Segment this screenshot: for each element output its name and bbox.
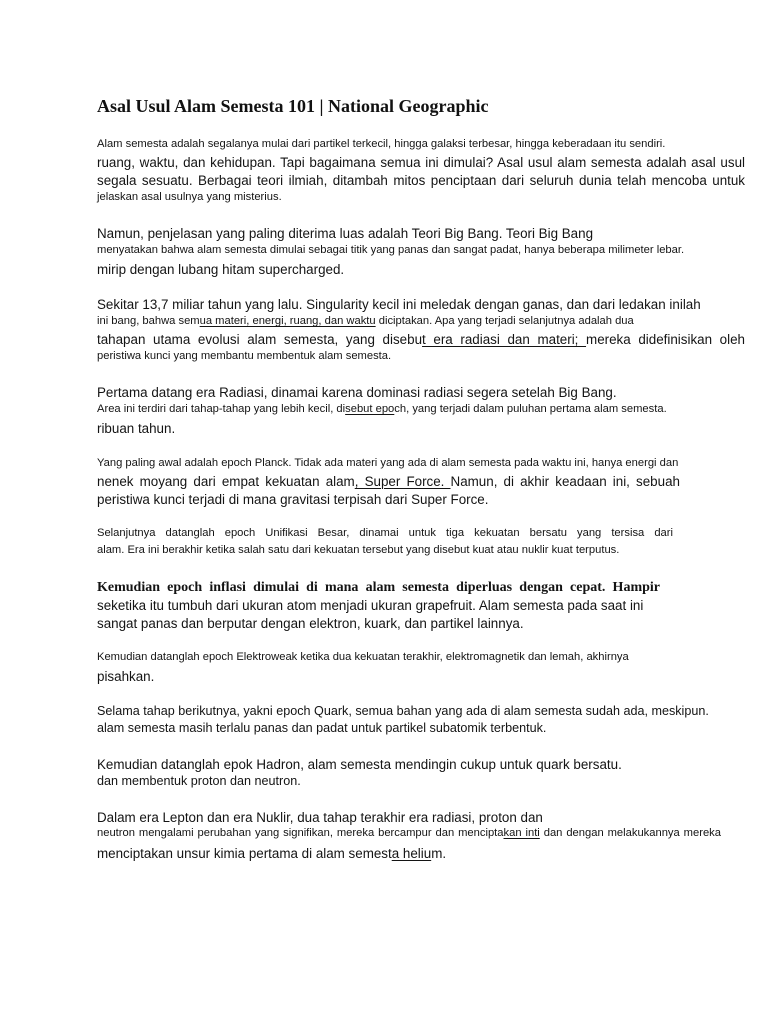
text-line: alam. Era ini berakhir ketika salah satu dari kekuatan tersebut yang disebut kuat atau nuklir kuat terputus.: [97, 544, 620, 556]
text-segment: m.: [431, 846, 447, 861]
text-line: Selama tahap berikutnya, yakni epoch Quark, semua bahan yang ada di alam semesta sudah ada, meskipun.: [97, 704, 709, 718]
text-line: [97, 404, 667, 415]
text-segment: nenek moyang dari empat kekuatan alam: [97, 474, 355, 489]
underlined-text: a heliu: [391, 846, 432, 861]
text-line: [97, 847, 446, 860]
text-line: Pertama datang era Radiasi, dinamai karena dominasi radiasi segera setelah Big Bang.: [97, 385, 617, 400]
underlined-text: sebut epo: [345, 403, 395, 415]
text-line: Yang paling awal adalah epoch Planck. Tidak ada materi yang ada di alam semesta pada waktu ini, hanya energi dan: [97, 457, 679, 469]
text-line: [97, 475, 680, 488]
text-line: ruang, waktu, dan kehidupan. Tapi bagaimana semua ini dimulai? Asal usul alam semesta adalah asal usul: [97, 155, 745, 170]
text-segment: dan dengan melakukannya mereka: [539, 827, 721, 839]
underlined-text: , Super Force.: [354, 474, 451, 489]
underlined-text: kan inti: [503, 827, 540, 839]
text-segment: neutron mengalami perubahan yang signifikan, mereka bercampur dan mencipta: [97, 827, 504, 839]
text-line: pisahkan.: [97, 669, 155, 684]
text-line: Kemudian datanglah epoch Elektroweak ketika dua kekuatan terakhir, elektromagnetik dan lemah, akhirnya: [97, 651, 629, 663]
text-line: [97, 828, 721, 839]
text-line: Kemudian datanglah epok Hadron, alam semesta mendingin cukup untuk quark bersatu.: [97, 757, 622, 772]
text-line: menyatakan bahwa alam semesta dimulai sebagai titik yang panas dan sangat padat, hanya beberapa milimeter lebar.: [97, 244, 685, 256]
text-line: Alam semesta adalah segalanya mulai dari partikel terkecil, hingga galaksi terbesar, hingga keberadaan itu sendiri.: [97, 138, 666, 150]
text-segment: ini bang, bahwa sem: [97, 315, 200, 327]
text-segment: Area ini terdiri dari tahap-tahap yang lebih kecil, di: [97, 403, 346, 415]
text-segment: menciptakan unsur kimia pertama di alam semest: [97, 846, 392, 861]
underlined-text: ua materi, energi, ruang, dan waktu: [199, 315, 376, 327]
text-line: Kemudian epoch inflasi dimulai di mana alam semesta diperluas dengan cepat. Hampir: [97, 580, 660, 595]
page-title: Asal Usul Alam Semesta 101 | National Geographic: [97, 96, 489, 116]
text-segment: ch, yang terjadi dalam puluhan pertama alam semesta.: [394, 403, 667, 415]
text-line: mirip dengan lubang hitam supercharged.: [97, 262, 345, 277]
text-line: Dalam era Lepton dan era Nuklir, dua tahap terakhir era radiasi, proton dan: [97, 810, 543, 825]
text-line: [97, 333, 745, 346]
text-line: Namun, penjelasan yang paling diterima luas adalah Teori Big Bang. Teori Big Bang: [97, 226, 594, 241]
underlined-text: t era radiasi dan materi;: [422, 332, 587, 347]
text-line: seketika itu tumbuh dari ukuran atom menjadi ukuran grapefruit. Alam semesta pada saat ini: [97, 598, 644, 613]
text-line: [97, 316, 634, 327]
text-line: Selanjutnya datanglah epoch Unifikasi Besar, dinamai untuk tiga kekuatan bersatu yang tersisa dari: [97, 527, 673, 539]
text-line: alam semesta masih terlalu panas dan padat untuk partikel subatomik terbentuk.: [97, 721, 547, 735]
text-line: peristiwa kunci yang membantu membentuk alam semesta.: [97, 350, 392, 362]
text-line: segala sesuatu. Berbagai teori ilmiah, ditambah mitos penciptaan dari seluruh dunia telah mencoba untuk: [97, 173, 745, 188]
text-segment: tahapan utama evolusi alam semesta, yang disebu: [97, 332, 423, 347]
text-line: jelaskan asal usulnya yang misterius.: [97, 191, 282, 203]
text-line: ribuan tahun.: [97, 421, 176, 436]
text-line: peristiwa kunci terjadi di mana gravitasi terpisah dari Super Force.: [97, 492, 489, 507]
text-segment: mereka didefinisikan oleh: [586, 332, 745, 347]
text-line: Sekitar 13,7 miliar tahun yang lalu. Singularity kecil ini meledak dengan ganas, dan dari ledakan inilah: [97, 297, 701, 312]
text-line: dan membentuk proton dan neutron.: [97, 774, 301, 788]
text-segment: Namun, di akhir keadaan ini, sebuah: [450, 474, 680, 489]
text-segment: diciptakan. Apa yang terjadi selanjutnya adalah dua: [375, 315, 634, 327]
text-line: sangat panas dan berputar dengan elektron, kuark, dan partikel lainnya.: [97, 616, 524, 631]
